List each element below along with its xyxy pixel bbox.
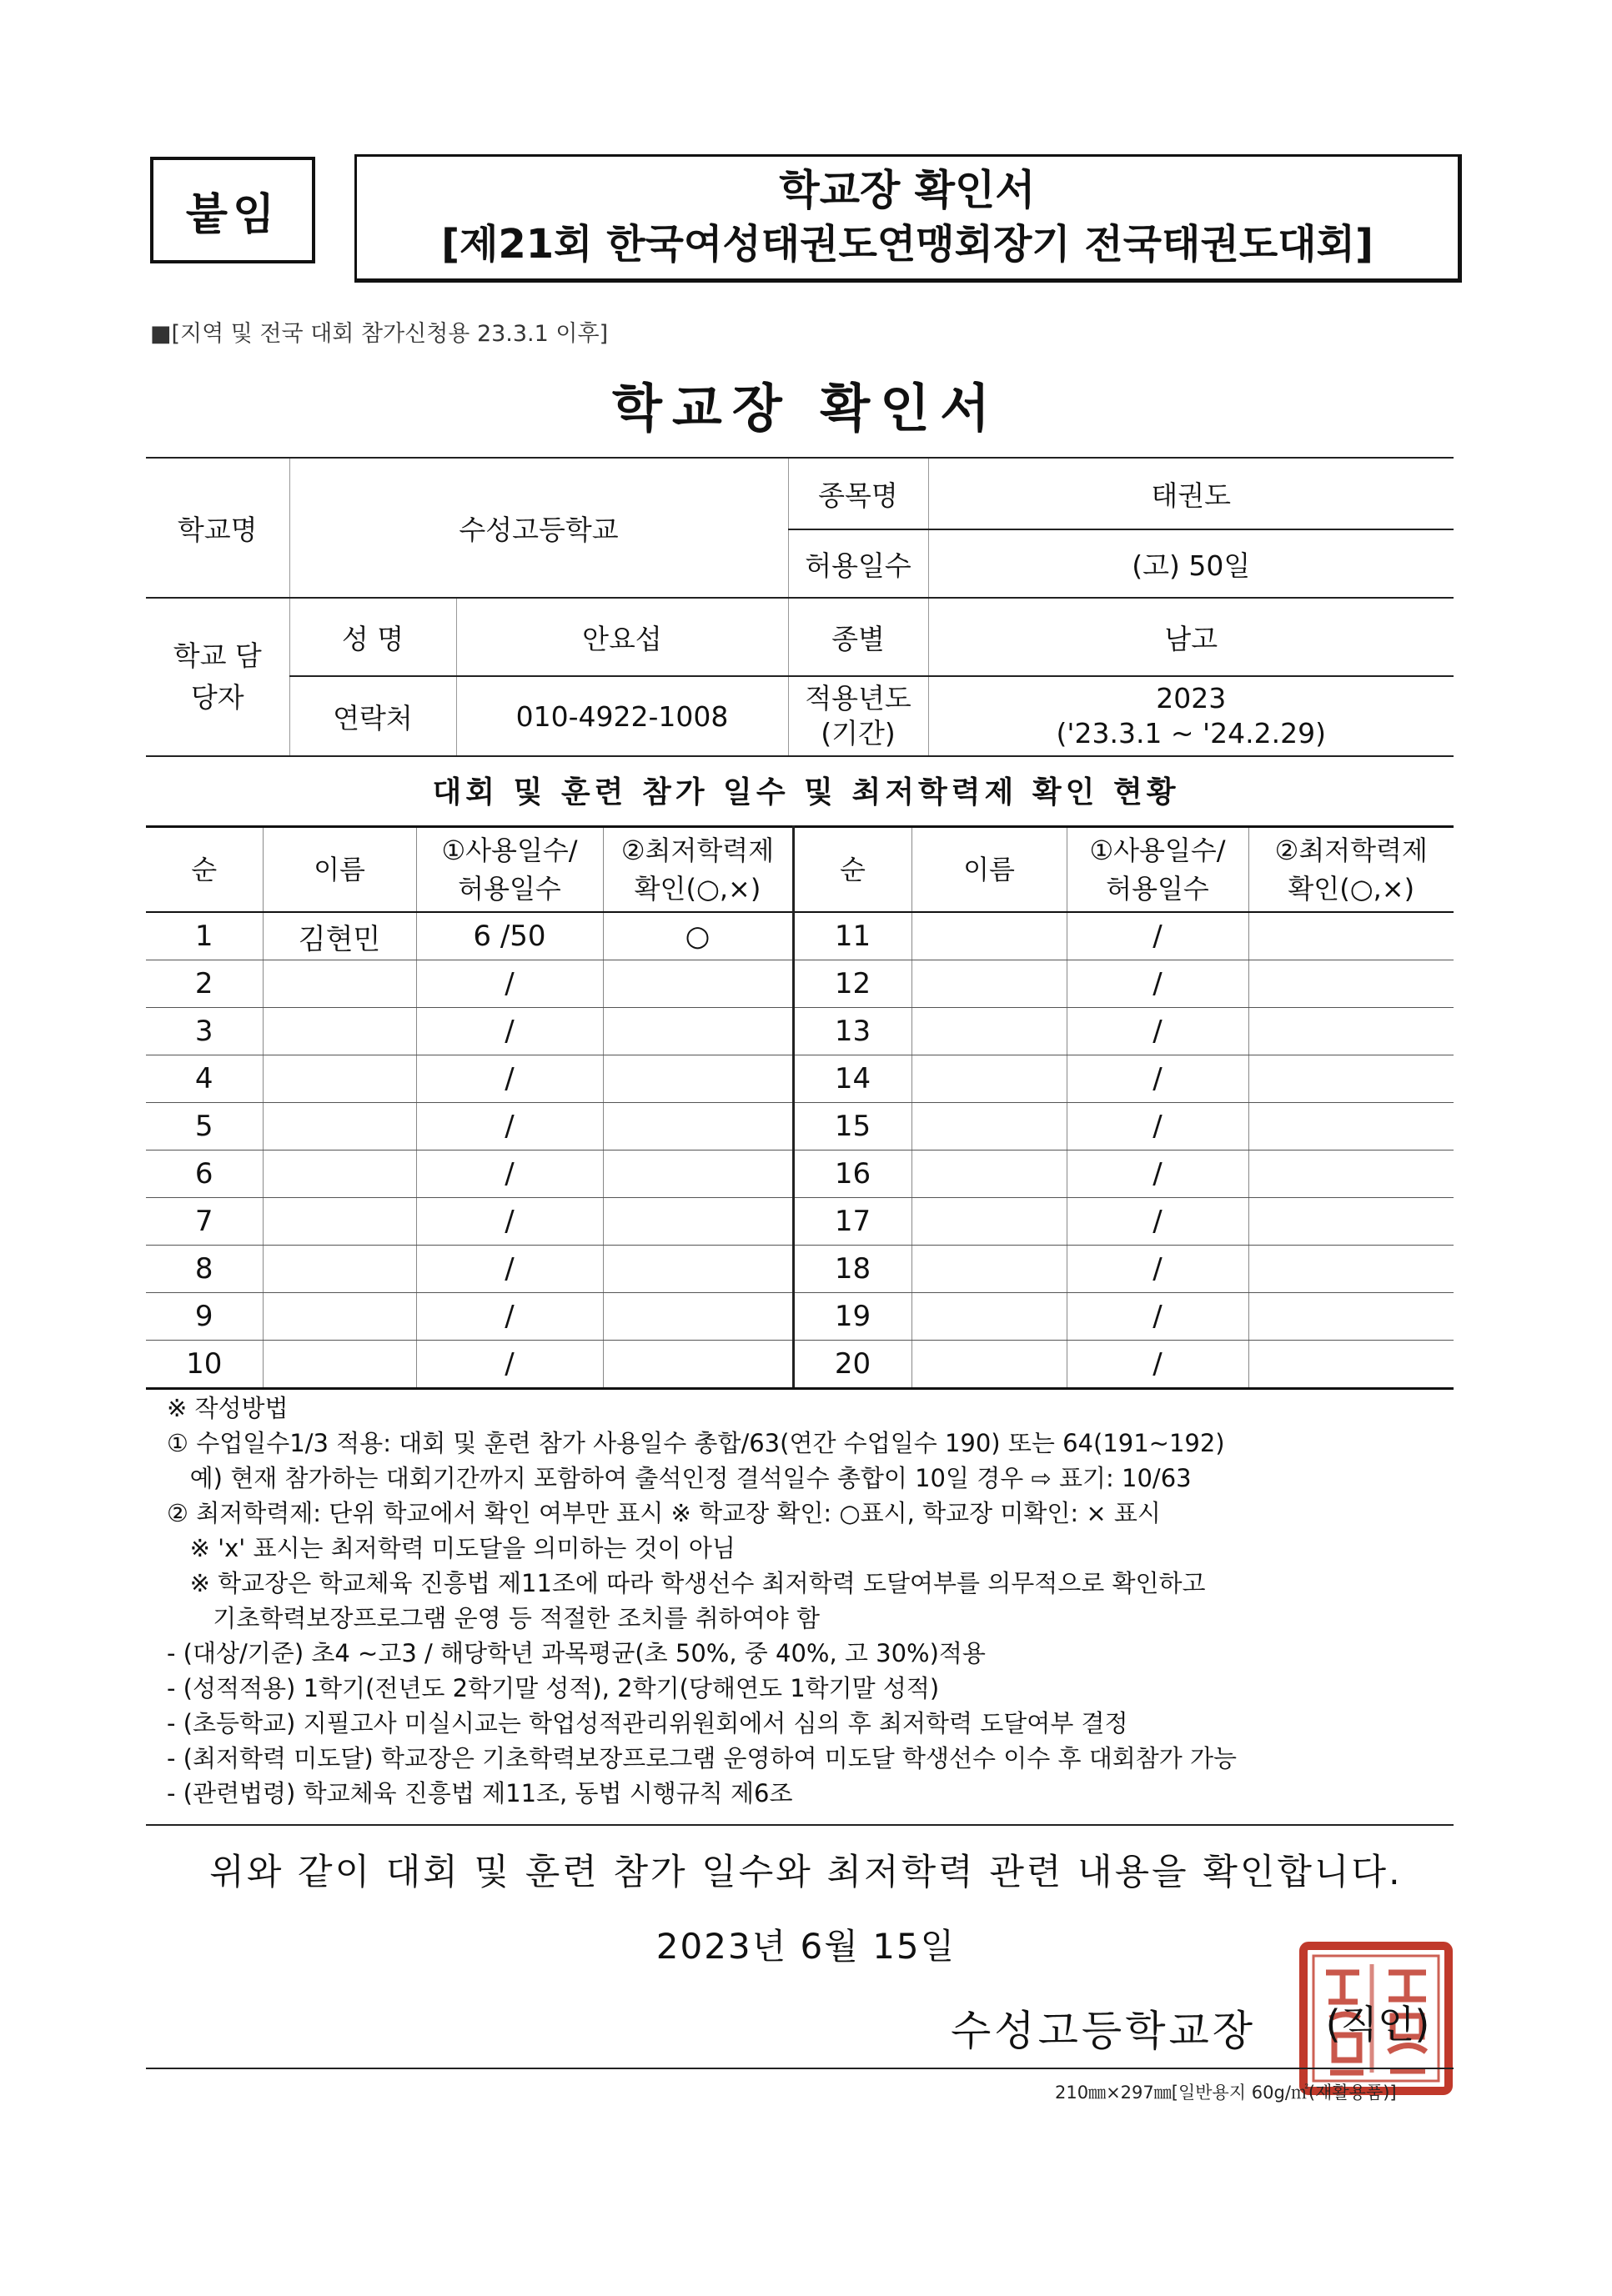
header-name-right: 이름 <box>911 827 1067 913</box>
row-name-right <box>911 1198 1067 1246</box>
header-days-left-1: ①사용일수/ <box>441 835 578 866</box>
year-value: 2023 <box>1156 682 1227 714</box>
row-no-right: 14 <box>793 1055 911 1103</box>
year-label <box>788 676 928 756</box>
contact-label: 연락처 <box>289 676 456 756</box>
row-no-left: 10 <box>146 1341 263 1389</box>
instruction-line: ② 최저학력제: 단위 학교에서 확인 여부만 표시 ※ 학교장 확인: ○표시, 학교장 미확인: × 표시 <box>167 1499 1161 1527</box>
seal-label: (직인) <box>1325 2002 1430 2047</box>
header-days-right-2: 허용일수 <box>1106 873 1209 905</box>
header-no-right: 순 <box>793 827 911 913</box>
row-no-left: 9 <box>146 1293 263 1341</box>
row-check-left <box>603 1293 793 1341</box>
row-check-right <box>1248 960 1454 1008</box>
row-check-right <box>1248 1151 1454 1198</box>
contact-value: 010-4922-1008 <box>456 676 788 756</box>
row-no-right: 13 <box>793 1008 911 1055</box>
row-check-left <box>603 1151 793 1198</box>
row-name-right <box>911 1341 1067 1389</box>
row-days-right: / <box>1067 912 1248 960</box>
paper-spec: 210㎜×297㎜[일반용지 60g/㎡(재활용품)] <box>1055 2083 1397 2103</box>
participation-table <box>146 825 1454 1390</box>
title-box <box>354 154 1462 283</box>
row-no-right: 16 <box>793 1151 911 1198</box>
row-check-right <box>1248 912 1454 960</box>
row-no-right: 15 <box>793 1103 911 1151</box>
header-check-left <box>603 827 793 913</box>
row-no-right: 12 <box>793 960 911 1008</box>
row-no-left: 6 <box>146 1151 263 1198</box>
row-name-left <box>263 1198 416 1246</box>
row-check-left <box>603 1103 793 1151</box>
row-no-right: 20 <box>793 1341 911 1389</box>
row-days-right: / <box>1067 1246 1248 1293</box>
instruction-line: - (관련법령) 학교체육 진흥법 제11조, 동법 시행규칙 제6조 <box>167 1779 793 1807</box>
table-row <box>146 1151 1454 1198</box>
row-no-right: 19 <box>793 1293 911 1341</box>
bottom-divider <box>146 2068 1454 2069</box>
allow-value: (고) 50일 <box>928 529 1454 598</box>
application-note: ■[지역 및 전국 대회 참가신청용 23.3.1 이후] <box>150 321 609 347</box>
row-name-right <box>911 1293 1067 1341</box>
row-name-right <box>911 1103 1067 1151</box>
row-no-left: 5 <box>146 1103 263 1151</box>
row-name-right <box>911 1008 1067 1055</box>
row-check-left <box>603 960 793 1008</box>
header-check-left-1: ②최저학력제 <box>620 835 775 866</box>
row-days-left: / <box>416 1055 603 1103</box>
row-no-left: 1 <box>146 912 263 960</box>
row-check-right <box>1248 1008 1454 1055</box>
table-row <box>146 1198 1454 1246</box>
row-name-left <box>263 1055 416 1103</box>
row-days-right: / <box>1067 1055 1248 1103</box>
info-table <box>146 457 1454 757</box>
header-check-right-1: ②최저학력제 <box>1274 835 1428 866</box>
instruction-line: - (성적적용) 1학기(전년도 2학기말 성적), 2학기(당해연도 1학기말 성적) <box>167 1674 940 1702</box>
title-line-1: 학교장 확인서 <box>779 166 1036 214</box>
period-value: ('23.3.1 ~ '24.2.29) <box>1056 717 1326 749</box>
row-days-left: 6 /50 <box>416 912 603 960</box>
row-days-left: / <box>416 1293 603 1341</box>
header-days-left-2: 허용일수 <box>458 873 561 905</box>
row-no-right: 17 <box>793 1198 911 1246</box>
row-days-right: / <box>1067 1341 1248 1389</box>
school-label: 학교명 <box>146 458 289 598</box>
row-days-right: / <box>1067 1008 1248 1055</box>
title-line-2: [제21회 한국여성태권도연맹회장기 전국태권도대회] <box>441 221 1373 268</box>
row-name-left <box>263 1341 416 1389</box>
divider <box>146 1824 1454 1826</box>
table-row <box>146 1055 1454 1103</box>
row-check-left <box>603 1008 793 1055</box>
date-text: 2023년 6월 15일 <box>655 1926 957 1967</box>
instruction-line: - (최저학력 미도달) 학교장은 기초학력보장프로그램 운영하여 미도달 학생선수 이수 후 대회참가 가능 <box>167 1744 1238 1772</box>
instruction-line: ※ 학교장은 학교체육 진흥법 제11조에 따라 학생선수 최저학력 도달여부를 의무적으로 확인하고 <box>167 1569 1206 1597</box>
row-check-right <box>1248 1198 1454 1246</box>
row-no-left: 7 <box>146 1198 263 1246</box>
row-check-right <box>1248 1055 1454 1103</box>
row-check-left: ○ <box>603 912 793 960</box>
allow-label: 허용일수 <box>788 529 928 598</box>
year-label-line-1: 적용년도 <box>805 682 911 714</box>
row-no-left: 2 <box>146 960 263 1008</box>
instruction-line: - (대상/기준) 초4 ~고3 / 해당학년 과목평균(초 50%, 중 40%, 고 30%)적용 <box>167 1639 986 1667</box>
header-check-right-2: 확인(○,×) <box>1288 873 1415 905</box>
row-days-left: / <box>416 1151 603 1198</box>
header-no-left: 순 <box>146 827 263 913</box>
row-name-left <box>263 1103 416 1151</box>
header-days-left <box>416 827 603 913</box>
row-days-right: / <box>1067 1198 1248 1246</box>
instructions <box>167 1391 1468 1811</box>
row-no-left: 8 <box>146 1246 263 1293</box>
table-row <box>146 912 1454 960</box>
row-name-right <box>911 1055 1067 1103</box>
table-row <box>146 1341 1454 1389</box>
event-label: 종목명 <box>788 458 928 529</box>
row-name-left <box>263 1008 416 1055</box>
type-value: 남고 <box>928 598 1454 676</box>
table-row <box>146 1103 1454 1151</box>
row-check-right <box>1248 1341 1454 1389</box>
row-days-left: / <box>416 1246 603 1293</box>
row-name-left: 김현민 <box>263 912 416 960</box>
table-row <box>146 1246 1454 1293</box>
principal-name: 수성고등학교장 <box>951 2007 1257 2055</box>
instruction-line: ※ 'x' 표시는 최저학력 미도달을 의미하는 것이 아님 <box>167 1534 736 1562</box>
row-name-right <box>911 960 1067 1008</box>
name-label: 성 명 <box>289 598 456 676</box>
table-row <box>146 960 1454 1008</box>
attachment-tag <box>150 157 315 263</box>
table-row <box>146 1293 1454 1341</box>
row-no-left: 4 <box>146 1055 263 1103</box>
event-value: 태권도 <box>928 458 1454 529</box>
header-days-right <box>1067 827 1248 913</box>
name-value: 안요섭 <box>456 598 788 676</box>
row-no-left: 3 <box>146 1008 263 1055</box>
row-name-right <box>911 1246 1067 1293</box>
instruction-line: - (초등학교) 지필고사 미실시교는 학업성적관리위원회에서 심의 후 최저학력 도달여부 결정 <box>167 1709 1128 1737</box>
row-check-left <box>603 1198 793 1246</box>
principal-signature <box>951 1998 1256 2058</box>
row-name-left <box>263 1246 416 1293</box>
document-title: 학교장 확인서 <box>612 378 1000 439</box>
row-days-left: / <box>416 960 603 1008</box>
header-check-right <box>1248 827 1454 913</box>
type-label: 종별 <box>788 598 928 676</box>
row-days-right: / <box>1067 960 1248 1008</box>
table-caption: 대회 및 훈련 참가 일수 및 최저학력제 확인 현황 <box>432 775 1180 810</box>
row-name-left <box>263 960 416 1008</box>
year-value-cell <box>928 676 1454 756</box>
row-days-left: / <box>416 1198 603 1246</box>
instruction-line: ① 수업일수1/3 적용: 대회 및 훈련 참가 사용일수 총합/63(연간 수업일수 190) 또는 64(191~192) <box>167 1429 1225 1457</box>
row-no-right: 18 <box>793 1246 911 1293</box>
official-seal <box>1297 1939 1455 2101</box>
header-check-left-2: 확인(○,×) <box>634 873 761 905</box>
header-name-left: 이름 <box>263 827 416 913</box>
row-days-left: / <box>416 1341 603 1389</box>
year-label-line-2: (기간) <box>821 717 896 749</box>
row-check-left <box>603 1055 793 1103</box>
row-name-left <box>263 1151 416 1198</box>
staff-label-text: 학교 담당자 <box>173 639 262 714</box>
instruction-line: ※ 작성방법 <box>167 1394 289 1422</box>
row-name-right <box>911 912 1067 960</box>
row-name-left <box>263 1293 416 1341</box>
row-check-right <box>1248 1246 1454 1293</box>
row-days-right: / <box>1067 1151 1248 1198</box>
row-name-right <box>911 1151 1067 1198</box>
row-check-left <box>603 1341 793 1389</box>
school-value: 수성고등학교 <box>289 458 788 598</box>
row-days-left: / <box>416 1008 603 1055</box>
instruction-line: 기초학력보장프로그램 운영 등 적절한 조치를 취하여야 함 <box>167 1604 820 1632</box>
row-days-left: / <box>416 1103 603 1151</box>
attachment-tag-label: 붙임 <box>185 189 280 240</box>
instruction-line: 예) 현재 참가하는 대회기간까지 포함하여 출석인정 결석일수 총합이 10일 경우 ⇨ 표기: 10/63 <box>167 1464 1192 1492</box>
confirmation-text: 위와 같이 대회 및 훈련 참가 일수와 최저학력 관련 내용을 확인합니다. <box>209 1852 1403 1893</box>
row-check-right <box>1248 1103 1454 1151</box>
row-days-right: / <box>1067 1103 1248 1151</box>
table-row <box>146 1008 1454 1055</box>
header-days-right-1: ①사용일수/ <box>1089 835 1226 866</box>
staff-label <box>146 598 289 756</box>
row-no-right: 11 <box>793 912 911 960</box>
row-check-left <box>603 1246 793 1293</box>
row-days-right: / <box>1067 1293 1248 1341</box>
row-check-right <box>1248 1293 1454 1341</box>
